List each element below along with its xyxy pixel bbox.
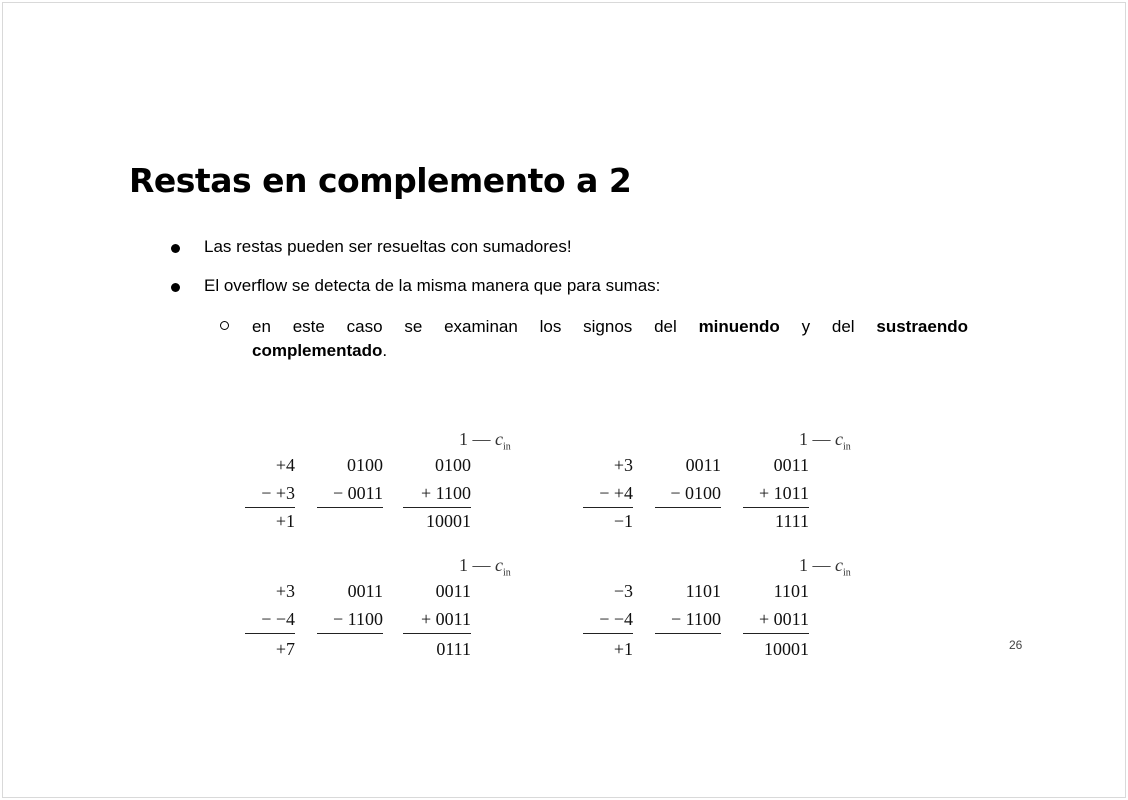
- sum: 10001: [426, 511, 471, 531]
- term-complementado: complementado: [252, 341, 383, 360]
- sum: 0111: [436, 639, 471, 659]
- binary-b: − 0011: [333, 483, 383, 503]
- underline: [317, 507, 383, 508]
- addend-a: 1101: [773, 581, 809, 601]
- result: −1: [613, 511, 633, 531]
- binary-a: 1101: [685, 581, 721, 601]
- underline: [245, 507, 295, 508]
- operand-b: − −4: [599, 609, 633, 629]
- operand-a: +4: [275, 455, 295, 475]
- bullet-dot-icon: [171, 283, 180, 292]
- bullet-dot-icon: [171, 244, 180, 253]
- result: +1: [275, 511, 295, 531]
- binary-b: − 1100: [333, 609, 383, 629]
- binary-a: 0011: [685, 455, 721, 475]
- term-sustraendo: sustraendo: [876, 317, 968, 336]
- bullet-circle-icon: [220, 321, 229, 330]
- sum: 10001: [764, 639, 809, 659]
- underline: [245, 633, 295, 634]
- subtraction-examples: [229, 413, 889, 673]
- addend-b: + 1100: [421, 483, 471, 503]
- sub-bullet-text-line2: complementado.: [252, 341, 388, 360]
- underline: [403, 633, 471, 634]
- carry-in-label: 1 — $c_{in}$: [799, 429, 851, 453]
- bullet-text: El overflow se detecta de la misma manera que para sumas:: [204, 276, 661, 295]
- underline: [317, 633, 383, 634]
- carry-in-label: 1 — $c_{in}$: [799, 555, 851, 579]
- underline: [743, 633, 809, 634]
- addend-a: 0100: [435, 455, 471, 475]
- operand-a: +3: [613, 455, 633, 475]
- sum: 1111: [775, 511, 809, 531]
- addend-a: 0011: [773, 455, 809, 475]
- addend-b: + 0011: [759, 609, 809, 629]
- operand-a: −3: [613, 581, 633, 601]
- binary-b: − 1100: [671, 609, 721, 629]
- sub-bullet-text: en este caso se examinan los signos del minuendo y del sustraendo: [252, 317, 968, 336]
- binary-b: − 0100: [670, 483, 721, 503]
- underline: [583, 633, 633, 634]
- result: +7: [275, 639, 295, 659]
- addend-a: 0011: [435, 581, 471, 601]
- page-number: 26: [1009, 638, 1023, 652]
- slide-title: Restas en complemento a 2: [129, 161, 632, 200]
- underline: [655, 507, 721, 508]
- addend-b: + 1011: [759, 483, 809, 503]
- operand-b: − −4: [261, 609, 295, 629]
- underline: [583, 507, 633, 508]
- underline: [743, 507, 809, 508]
- operand-b: − +4: [599, 483, 633, 503]
- operand-a: +3: [275, 581, 295, 601]
- carry-in-label: 1 — $c_{in}$: [459, 555, 511, 579]
- slide: [2, 2, 1126, 798]
- carry-in-label: 1 — $c_{in}$: [459, 429, 511, 453]
- binary-a: 0100: [347, 455, 383, 475]
- result: +1: [613, 639, 633, 659]
- operand-b: − +3: [261, 483, 295, 503]
- term-minuendo: minuendo: [698, 317, 780, 336]
- binary-a: 0011: [347, 581, 383, 601]
- addend-b: + 0011: [421, 609, 471, 629]
- underline: [403, 507, 471, 508]
- bullet-text: Las restas pueden ser resueltas con sumadores!: [204, 237, 572, 256]
- underline: [655, 633, 721, 634]
